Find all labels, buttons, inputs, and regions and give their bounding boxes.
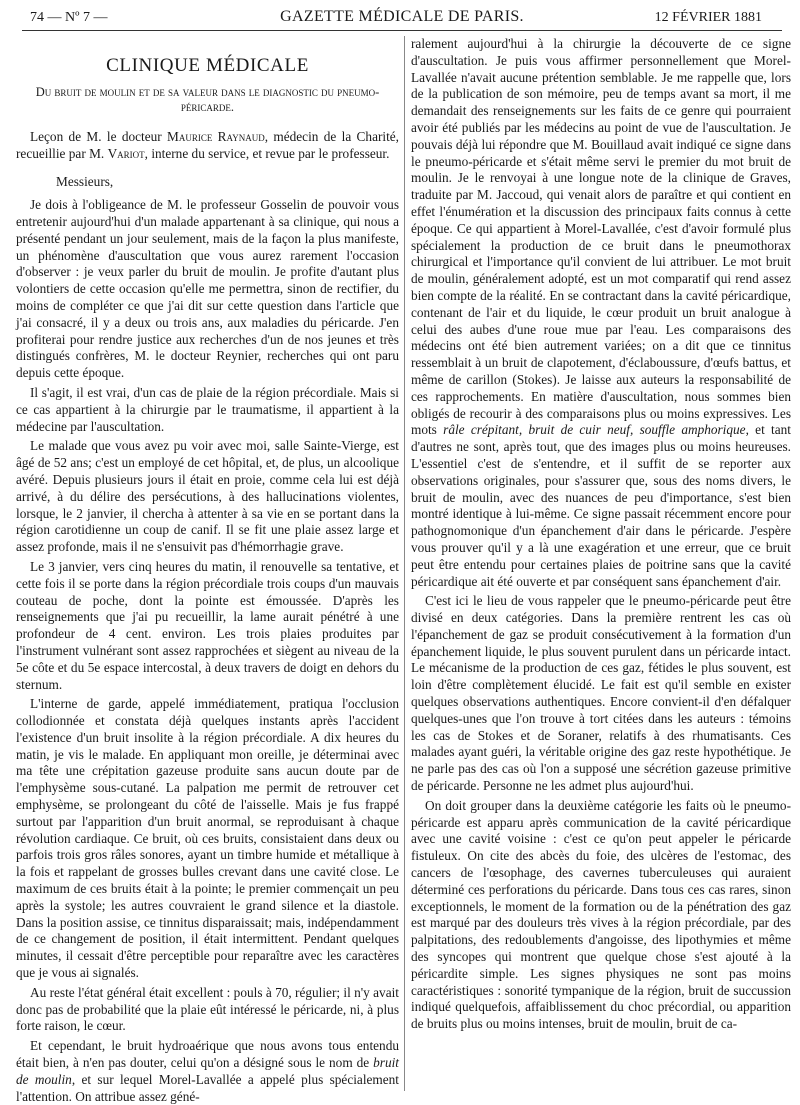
- paragraph-continued: [411, 36, 791, 590]
- right-column: [411, 36, 791, 1091]
- italic-term: bruit de moulin: [16, 1055, 399, 1087]
- text-run: , et tant d'autres ne sont, après tout, que des images plus ou moins heureuses. L'essentiel c'est de s'entendre, et il suffit de se reporter aux observations originales, pour s'assurer que, sous des noms divers, le bruit de moulin, avec des nuances de peu d'importance, s'est bien montré identique à lui-même. Ce signe passait récemment encore pour pathognomonique d'un épanchement d'air dans le péricarde. J'espère vous prouver qu'il y a là une exagération et une erreur, que ce bruit peut être entendu pour certaines plaies de poitrine sans que la cavité péricardique ait été ouverte et par conséquent sans épanchement d'air.: [411, 422, 791, 589]
- byline-intern: Variot: [107, 145, 145, 161]
- article-byline: [16, 129, 399, 163]
- text-run: Et cependant, le bruit hydroaérique que nous avons tous entendu était bien, à n'en pas douter, celui qu'on a désigné sous le nom de: [16, 1038, 399, 1071]
- byline-author: Maurice Raynaud: [167, 128, 265, 144]
- section-title: CLINIQUE MÉDICALE: [106, 55, 309, 76]
- text-run: , et sur lequel Morel-Lavallée a appelé plus spécialement l'attention. On attribue assez géné-: [16, 1071, 399, 1104]
- salutation: Messieurs,: [56, 174, 114, 190]
- paragraph: L'interne de garde, appelé immédiatement, pratiqua l'occlusion collodionnée et constata déjà quelques instants après l'accident l'existence d'un bruit insolite à la région précordiale. A dix heures du matin, je vis le malade. En appliquant mon oreille, je déterminai avec ma tête une crépitation gazeuse produite sans aucun doute par de l'emphysème sous-cutané. La palpation me permit de retrouver cet emphysème, se prolongeant du côté de l'aisselle. Mais je fus frappé surtout par l'apparition d'un bruit anormal, se reproduisant à chaque révolution cardiaque. Ce bruit, où ces bruits, consistaient dans deux ou parfois trois gros râles sonores, ayant un timbre humide et métallique à la fois et rappelant de grosses bulles crevant dans une cavité close. Le maximum de ces bruits était à la pointe; le premier commençait un peu après la systole; les autres couvraient le grand silence et la diastole. Dans la position assise, ce tinnitus disparaissait; mais, indépendamment de ce changement de position, il était intermittent. Pendant quelques minutes, il cessait d'être perceptible pour reparaître avec les caractères que je vous ai signalés.: [16, 696, 399, 981]
- article-title: Du bruit de moulin et de sa valeur dans le diagnostic du pneumo-péricarde.: [35, 84, 380, 114]
- page-number: 74 — Nº 7 —: [30, 10, 108, 25]
- issue-date: 12 FÉVRIER 1881: [654, 10, 762, 25]
- byline-mid: , médecin de la Charité, recueillie par M.: [16, 128, 400, 161]
- italic-terms: râle crépitant, bruit de cuir neuf, souffle amphorique: [443, 422, 746, 438]
- byline-prefix: Leçon de M. le docteur: [30, 128, 168, 144]
- byline-suffix: , interne du service, et revue par le professeur.: [144, 145, 390, 161]
- header-rule: [22, 30, 782, 31]
- paragraph: Le 3 janvier, vers cinq heures du matin, il renouvelle sa tentative, et cette fois il se porte dans la région précordiale trois coups d'un mauvais couteau de poche, dont la pointe est émoussée. D'après les renseignements que j'ai pu recueillir, la lame aurait pénétré à une profondeur de 4 cent. environ. Les trois plaies produites par l'instrument vulnérant sont assez rapprochées et siègent au niveau de la 5e côte et du 5e espace intercostal, à deux travers de doigt en dehors du sternum.: [16, 558, 399, 692]
- text-run: mots: [411, 422, 444, 438]
- journal-title: GAZETTE MÉDICALE DE PARIS.: [280, 8, 524, 25]
- paragraph: Je dois à l'obligeance de M. le professeur Gosselin de pouvoir vous entretenir aujourd'hui d'un malade appartenant à sa clinique, qui nous a présenté pendant un jour seulement, mais de la façon la plus manifeste, un phénomène d'auscultation que vous aurez rarement l'occasion d'observer : je veux parler du bruit de moulin. Je profite d'autant plus volontiers de cette occasion qu'elle me permettra, sinon de rectifier, du moins de compléter ce que j'ai dit sur cette question dans l'article que j'ai consacré, il y a deux ou trois ans, aux maladies du péricarde. J'en profiterai pour rendre justice aux recherches d'un de nos jeunes et très distingués confrères, M. le docteur Reynier, recherches qui ont paru depuis cette époque.: [16, 197, 399, 381]
- paragraph: Au reste l'état général était excellent : pouls à 70, régulier; il n'y avait donc pas de probabilité que la plaie eût intéressé le péricarde, ni, à plus forte raison, le cœur.: [16, 984, 399, 1034]
- column-rule: [404, 36, 405, 1091]
- paragraph: Le malade que vous avez pu voir avec moi, salle Sainte-Vierge, est âgé de 52 ans; c'est un employé de cet hôpital, et, de plus, un alcoolique avéré. Depuis plusieurs jours il était en proie, comme cela lui est déjà arrivé, à du délire des persécutions, à des hallucinations violentes, lorsque, le 2 janvier, il chercha à attenter à sa vie en se portant dans la région carotidienne un coup de canif. Il se fit une plaie assez large et assez profonde, mais il ne s'ensuivit pas d'hémorrhagie grave.: [16, 438, 399, 555]
- paragraph: On doit grouper dans la deuxième catégorie les faits où le pneumo-péricarde est apparu après communication de la cavité péricardique avec une cavité voisine : c'est ce qu'on peut appeler le péricarde fistuleux. On cite des abcès du foie, des ulcères de l'estomac, des cancers de l'œsophage, des cavernes tuberculeuses qui auraient déterminé ces perforations du péricarde. Dans tous ces cas rares, sinon exceptionnels, le moment de la formation ou de la pénétration des gaz est marqué par des douleurs très vives à la région précordiale, par des palpitations, des redoublements d'angoisse, des lipothymies et même des syncopes qui montrent que quelque chose s'est ajouté à la péricardite simple. Les signes physiques ne sont pas moins caractéristiques : sonorité tympanique de la région, bruit de succussion indiqué quelquefois, affaiblissement du choc précordial, ou apparition de bruits plus ou moins intenses, bruit de moulin, bruit de ca-: [411, 797, 791, 1032]
- paragraph: C'est ici le lieu de vous rappeler que le pneumo-péricarde peut être divisé en deux catégories. Dans la première rentrent les cas où l'épanchement de gaz se produit consécutivement à la formation d'un épanchement liquide, le plus souvent purulent dans un péricarde intact. Le mécanisme de la production de ces gaz, fétides le plus souvent, est loin d'être complètement élucidé. Le fait est qu'il semble en exister quelques observations authentiques. Encore convient-il d'en défalquer quelques-unes que l'on trouve à tort citées dans les auteurs : témoins les cas de Stokes et de Soraner, relatifs à des rhumatisants. Ces malades ayant guéri, la véritable origine des gaz reste hypothétique. Je ne parle pas des cas où l'on a supposé une sécrétion gazeuse primitive de péricarde. Personne ne les admet plus aujourd'hui.: [411, 593, 791, 794]
- paragraph: [16, 1038, 399, 1105]
- left-column: [16, 36, 400, 1104]
- paragraph: Il s'agit, il est vrai, d'un cas de plaie de la région précordiale. Mais si ce cas appartient à la chirurgie par le traumatisme, il appartient à la médecine par l'auscultation.: [16, 384, 399, 434]
- running-head: [22, 6, 782, 28]
- text-run: ralement aujourd'hui à la chirurgie la découverte de ce signe d'auscultation. Je puis vous affirmer personnellement que Morel-Lavallée n'avait aucune prétention semblable. Je me rappelle que, lors de la publication de son mémoire, peu de temps avant sa mort, il me demandait des renseignements sur les faits de ce genre qui pourraient avoir été publiés par les médecins au point de vue de l'auscultation. Je pouvais déjà lui répondre que M. Bouillaud avait indiqué ce signe dans le pneumo-péricarde et s'était même servi le premier du mot bruit de moulin. Je le renvoyai à une longue note de la clinique de Graves, traduite par M. Jaccoud, qui venait alors de paraître et qui contient en effet l'énumération et la discussion des principaux faits connus à cette époque. Ce qui appartient à Morel-Lavallée, c'est d'avoir formulé plus spécialement la production de ce bruit dans le pneumothorax chirurgical et l'importance qu'il convient de lui attribuer. Le mot bruit de moulin, généralement adopté, est un mot comparatif qui rend assez bien compte de la réalité. En se contractant dans la cavité péricardique, contenant de l'air et du liquide, le cœur produit un bruit analogue à celui des aubes d'une roue mue par l'eau. Les comparaisons des médecins ont été bien autrement variées; on a dit que ce tinnitus ressemblait à un bruit de clapotement, d'éclaboussure, d'œufs battus, et même de carillon (Stokes). Je laisse aux auteurs la responsabilité de ces rapprochements. En matière d'auscultation, nous sommes bien obligés de recourir à des comparaisons plus ou moins expressives. Les: [411, 36, 791, 421]
